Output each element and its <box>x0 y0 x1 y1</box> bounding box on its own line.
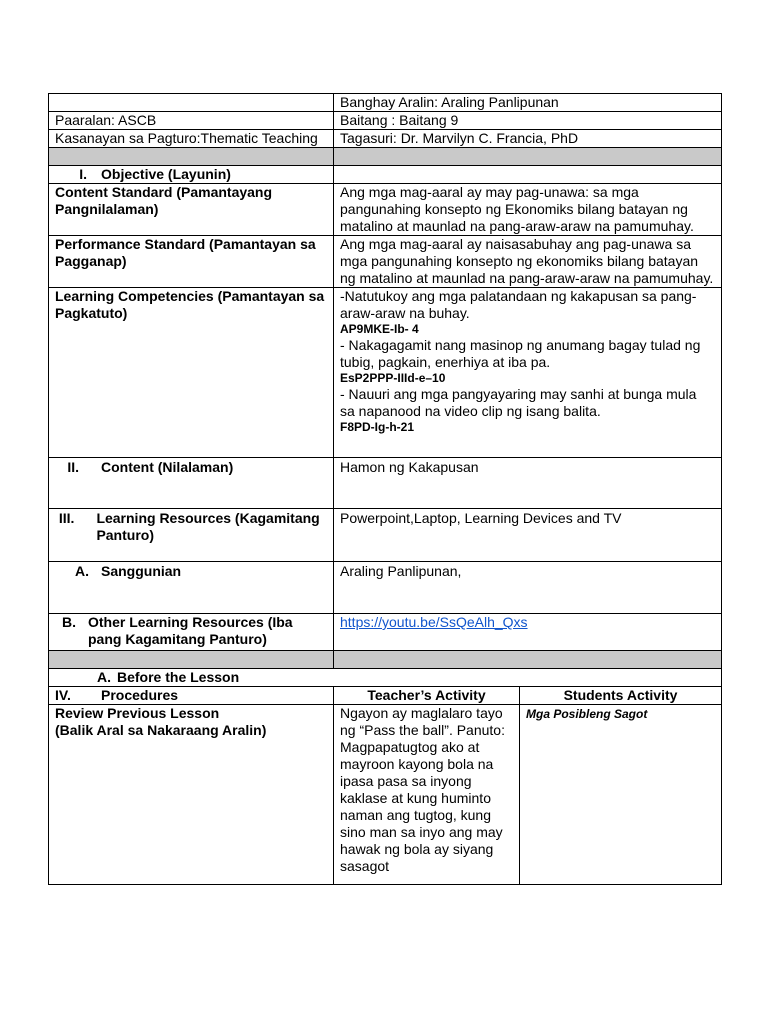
competency-code: AP9MKE-Ib- 4 <box>340 322 419 336</box>
content-standard-label: Content Standard (Pamantayang Pangnilalaman) <box>49 184 334 236</box>
performance-standard-text: Ang mga mag-aaral ay naisasabuhay ang pag-unawa sa mga pangunahing konsepto ng ekonomiks bilang batayan ng matalino at maunlad na pang-araw-araw na pamumuhay. <box>334 236 722 288</box>
video-link[interactable]: https://youtu.be/SsQeAlh_Qxs <box>340 614 528 630</box>
objective-heading: I. Objective (Layunin) <box>79 166 231 182</box>
procedures-heading: IV. Procedures <box>55 687 179 703</box>
competency-item: -Natutukoy ang mga palatandaan ng kakapusan sa pang-araw-araw na buhay. AP9MKE-Ib- 4 <box>340 288 715 337</box>
teacher-activity-header: Teacher’s Activity <box>334 687 520 705</box>
competency-code: F8PD-Ig-h-21 <box>340 420 415 434</box>
content-heading: II. Content (Nilalaman) <box>67 459 234 475</box>
resources-value: Powerpoint,Laptop, Learning Devices and TV <box>334 509 722 562</box>
separator-row <box>49 148 722 166</box>
lesson-plan-table <box>48 93 722 885</box>
before-lesson-row <box>49 669 722 687</box>
competency-item: - Nakagagamit nang masinop ng anumang bagay tulad ng tubig, pagkain, enerhiya at iba pa. EsP2PPP-IIId-e–10 <box>340 337 715 386</box>
review-row <box>49 705 722 885</box>
separator-row <box>49 651 722 669</box>
performance-standard-label: Performance Standard (Pamantayan sa Pagganap) <box>49 236 334 288</box>
grade-cell: Baitang : Baitang 9 <box>334 112 722 130</box>
sanggunian-value: Araling Panlipunan, <box>334 562 722 614</box>
content-value: Hamon ng Kakapusan <box>334 458 722 509</box>
learning-competencies-row <box>49 288 722 458</box>
review-teacher-activity: Ngayon ay maglalaro tayo ng “Pass the ball”. Panuto: Magpapatugtog ako at mayroon kayong bola na ipasa pasa sa inyong kaklase at kung huminto naman ang tugtog, kung sino man sa inyo ang may hawak ng bola ay siyang sasagot <box>334 705 520 885</box>
sanggunian-row <box>49 562 722 614</box>
lesson-title: Banghay Aralin: Araling Panlipunan <box>334 94 722 112</box>
procedures-header-row <box>49 687 722 705</box>
school-cell: Paaralan: ASCB <box>49 112 334 130</box>
review-label: Review Previous Lesson (Balik Aral sa Nakaraang Aralin) <box>49 705 334 885</box>
method-cell: Kasanayan sa Pagturo:Thematic Teaching <box>49 130 334 148</box>
content-standard-row <box>49 184 722 236</box>
other-resources-heading: B. Other Learning Resources (Iba pang Kagamitang Panturo) <box>61 614 293 647</box>
evaluator-cell: Tagasuri: Dr. Marvilyn C. Francia, PhD <box>334 130 722 148</box>
content-standard-text: Ang mga mag-aaral ay may pag-unawa: sa mga pangunahing konsepto ng Ekonomiks bilang batayan ng matalino at maunlad na pang-araw-araw na pamumuhay. <box>334 184 722 236</box>
header-row-title <box>49 94 722 112</box>
resources-row <box>49 509 722 562</box>
performance-standard-row <box>49 236 722 288</box>
resources-heading: III. Learning Resources (Kagamitang Panturo) <box>58 510 320 543</box>
header-row-school <box>49 112 722 130</box>
other-resources-row <box>49 614 722 651</box>
students-activity-header: Students Activity <box>520 687 722 705</box>
learning-competencies-label: Learning Competencies (Pamantayan sa Pagkatuto) <box>49 288 334 458</box>
header-row-method <box>49 130 722 148</box>
objective-row <box>49 166 722 184</box>
competency-code: EsP2PPP-IIId-e–10 <box>340 371 446 385</box>
competency-item: - Nauuri ang mga pangyayaring may sanhi at bunga mula sa napanood na video clip ng isang balita. F8PD-Ig-h-21 <box>340 386 715 435</box>
sanggunian-heading: A. Sanggunian <box>75 563 182 579</box>
content-row <box>49 458 722 509</box>
review-student-activity: Mga Posibleng Sagot <box>526 707 648 721</box>
before-lesson-heading: A. Before the Lesson <box>97 669 240 685</box>
learning-competencies-list <box>334 288 722 458</box>
